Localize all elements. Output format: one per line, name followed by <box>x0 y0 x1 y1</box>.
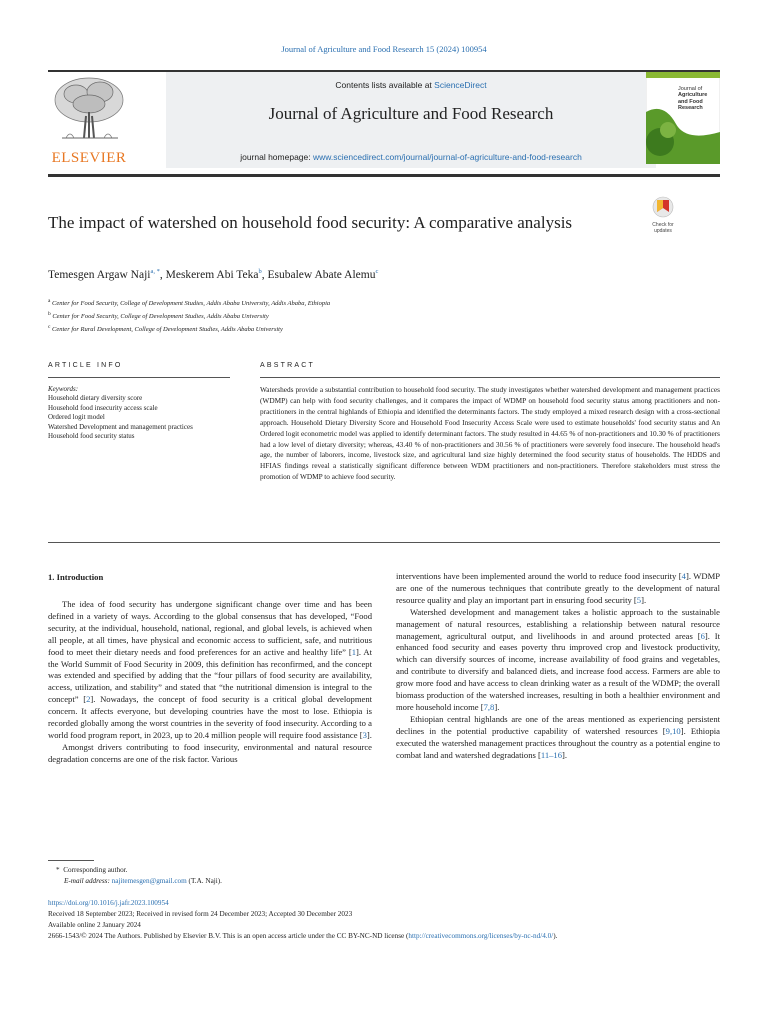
publication-info <box>48 898 720 942</box>
footnote-marker: * <box>56 866 60 874</box>
keyword: Household food security status <box>48 432 135 441</box>
affiliation-marker: c <box>48 324 51 331</box>
footnote-rule <box>48 860 94 861</box>
email-line <box>48 876 222 887</box>
crossmark-icon <box>646 196 680 218</box>
author-name[interactable]: Temesgen Argaw Naji <box>48 268 151 281</box>
crossmark-line: Check for <box>652 222 674 228</box>
masthead <box>48 72 720 168</box>
keywords-label: Keywords: <box>48 385 79 393</box>
received-dates: Received 18 September 2023; Received in revised form 24 December 2023; Accepted 30 December 2023 <box>48 910 353 918</box>
affiliation <box>48 309 330 322</box>
author-affiliation-marker[interactable]: b <box>258 268 262 275</box>
keywords-block <box>48 385 228 441</box>
affiliation-marker: a <box>48 298 51 304</box>
right-column <box>396 571 720 762</box>
text-segment: The idea of food security has undergone significant change over time and has been defined in a variety of ways. According to the global consensus that has developed, “Food security, at the individual, household, national, regional, and global levels, is achieved when all people, at all times, have physical and economic access to sufficient, safe, and nutritious food to meet their dietary needs and food preferences for an active and healthy life” [ <box>48 599 372 657</box>
keyword: Ordered logit model <box>48 413 105 422</box>
author-affiliation-marker[interactable]: c <box>375 268 379 275</box>
paragraph <box>396 607 720 714</box>
citation-link[interactable]: 5 <box>636 594 642 605</box>
affiliation-text: Center for Food Security, College of Development Studies, Addis Ababa University, Addis Ababa, Ethiopia <box>52 300 331 308</box>
license-line <box>48 931 720 942</box>
citation-link[interactable]: 3 <box>362 729 367 740</box>
sciencedirect-link[interactable]: ScienceDirect <box>434 80 487 90</box>
elsevier-tree-logo <box>48 72 130 148</box>
text-segment: Ethiopian central highlands are one of the areas mentioned as experiencing persistent declines in the potential productive capability of watershed resources [ <box>396 713 720 736</box>
available-online: Available online 2 January 2024 <box>48 921 141 929</box>
abstract-rule <box>260 377 720 378</box>
paragraph <box>396 714 720 762</box>
author-name[interactable]: Meskerem Abi Teka <box>165 268 259 281</box>
author-affiliation-marker[interactable]: a, * <box>150 268 160 275</box>
journal-title: Journal of Agriculture and Food Research <box>268 104 554 123</box>
text-segment: ]. It enhanced food security and eases poverty thru improved crop and livestock productivity, which can diversify sources of income, increase availability of food grains and vegetables, and contribute to diversify and balanced diets, and increase food access. Farmers are able to grow more food and have access to clean drinking water as a result of the WDMP; the overall biomass production of the watershed increases, resulting in both a healthier environment and more household income [ <box>396 630 720 712</box>
email-link[interactable]: najitemesgen@gmail.com <box>111 877 187 885</box>
running-header: Journal of Agriculture and Food Research 15 (2024) 100954 <box>281 44 487 54</box>
author-separator: , <box>261 268 268 281</box>
text-segment: ]. Nowadays, the concept of food security is a critical global development concern. It affects everyone, but developing countries have the most to lose. Ethiopia is recorded globally among the worst countries in the severity of food insecurity. According to a world food program report, in 2023, up to 20.4 million people will require food assistance [ <box>48 694 373 740</box>
text-segment: Amongst drivers contributing to food insecurity, environmental and natural resource degradation concerns are one of the risk factor. Various <box>48 741 372 764</box>
affiliation-text: Center for Food Security, College of Development Studies, Addis Ababa University <box>52 313 269 321</box>
author-separator: , <box>159 268 166 281</box>
text-segment: ]. WDMP are one of the numerous techniques that contribute greatly to the development of natural resource quality and play an important part in ensuring food security [ <box>396 571 720 605</box>
section-heading-introduction: 1. Introduction <box>48 572 104 582</box>
footnote <box>48 865 222 887</box>
affiliation <box>48 296 330 309</box>
citation-link[interactable]: 9,10 <box>665 725 681 736</box>
keyword: Household food insecurity access scale <box>48 403 158 412</box>
citation-link[interactable]: 7,8 <box>483 701 495 712</box>
crossmark-label <box>646 223 680 234</box>
abstract-text: Watersheds provide a substantial contribution to household food security. The study investigates whether watershed development and management practices (WDMP) can help with food security challenges, and it compares the impact of WDMP on household food security status among practitioners and non-practitioners in the central highlands of Ethiopia and identified the determinants factors. The study employed a mixed research design with a cross-sectional approach. Household Dietary Diversity Score and Household Food Insecurity Access Scale were used to estimate households' food security status and An Ordered logit econometric model was applied to identify determinant factors. The study resulted in 44.65 % of non-practitioners and 10.30 % of practitioners had a low level of dietary diversity; whereas, 43.40 % of non-practitioners and 30.56 % of practitioners were severely food insecure. The household head's age, the number of laborers, income, livestock size, and agricultural land size highly determined the food security status of households. The HDDS and HFIAS findings reveal a statistically significant difference between WDM practitioners and non-practitioners. Therefore stakeholders must stress the promotion of WDMP to achieve food security. <box>260 385 720 482</box>
corresponding-author-note <box>48 865 222 876</box>
affiliation <box>48 322 330 335</box>
license-prefix: 2666-1543/© 2024 The Authors. Published by Elsevier B.V. This is an open access article under the CC BY-NC-ND license ( <box>48 932 409 940</box>
affiliations <box>48 296 330 335</box>
left-column <box>48 599 372 766</box>
masthead-rule <box>48 174 720 177</box>
citation-link[interactable]: 11–16 <box>540 749 563 760</box>
cover-line: and Food <box>678 98 703 105</box>
author-list <box>48 268 378 281</box>
author-name[interactable]: Esubalew Abate Alemu <box>267 268 376 281</box>
homepage-label: journal homepage: <box>240 152 313 162</box>
cover-line: Research <box>678 105 703 112</box>
text-segment: interventions have been implemented around the world to reduce food insecurity [ <box>396 571 682 581</box>
journal-cover <box>646 72 720 164</box>
keyword: Watershed Development and management practices <box>48 422 193 431</box>
abstract-label: ABSTRACT <box>260 362 315 369</box>
homepage-line <box>166 152 656 162</box>
email-label: E-mail address: <box>64 877 112 885</box>
article-info-rule <box>48 377 230 378</box>
article-title: The impact of watershed on household food security: A comparative analysis <box>48 213 573 232</box>
cover-title <box>678 86 707 112</box>
article-info-label: ARTICLE INFO <box>48 362 123 369</box>
cover-line: Agriculture <box>678 92 708 99</box>
abstract-bottom-rule <box>48 542 720 543</box>
text-segment: ]. Ethiopia executed the watershed management practices throughout the country as a potential engine to combat land and watershed degradations [ <box>396 725 720 760</box>
email-suffix: (T.A. Naji). <box>186 877 222 885</box>
paragraph <box>48 599 372 742</box>
affiliation-text: Center for Rural Development, College of Development Studies, Addis Ababa University <box>52 326 283 334</box>
text-segment: ]. <box>641 594 647 605</box>
keyword: Household dietary diversity score <box>48 394 143 403</box>
citation-link[interactable]: 2 <box>86 694 91 705</box>
paragraph <box>48 742 372 766</box>
citation-link[interactable]: 1 <box>351 646 356 657</box>
check-for-updates-badge[interactable] <box>646 196 680 234</box>
contents-line <box>166 80 656 90</box>
citation-link[interactable]: 6 <box>700 630 705 641</box>
text-segment: ]. <box>562 749 568 760</box>
homepage-link[interactable]: www.sciencedirect.com/journal/journal-of-agriculture-and-food-research <box>312 152 582 162</box>
text-segment: ]. <box>494 701 500 712</box>
cover-line: Journal of <box>678 86 703 92</box>
publisher-wordmark: ELSEVIER <box>51 150 127 166</box>
contents-prefix: Contents lists available at <box>335 80 435 90</box>
doi-link[interactable]: https://doi.org/10.1016/j.jafr.2023.100954 <box>48 899 169 907</box>
license-suffix: ). <box>553 932 558 940</box>
citation-link[interactable]: 4 <box>681 571 686 581</box>
license-link[interactable]: http://creativecommons.org/licenses/by-nc-nd/4.0/ <box>408 932 554 940</box>
corresponding-text: Corresponding author. <box>63 866 128 874</box>
crossmark-line: updates <box>654 227 672 234</box>
text-segment: Watershed development and management takes a holistic approach to the sustainable management of natural resources, establishing a relationship between natural resource management, agricultural output, and livelihoods in and around protected areas [ <box>396 606 720 641</box>
text-segment: ]. <box>366 729 372 740</box>
text-segment: ]. At the World Summit of Food Security in 2009, this definition has reconfirmed, and the concept was extended and specified by adding that the “four pillars of food security are availability, access, utilization, and stability” and stated that “the nutritional dimension is integral to the concept” [ <box>48 646 372 705</box>
paragraph <box>396 571 720 607</box>
masthead-center <box>166 72 656 168</box>
affiliation-marker: b <box>48 311 51 318</box>
